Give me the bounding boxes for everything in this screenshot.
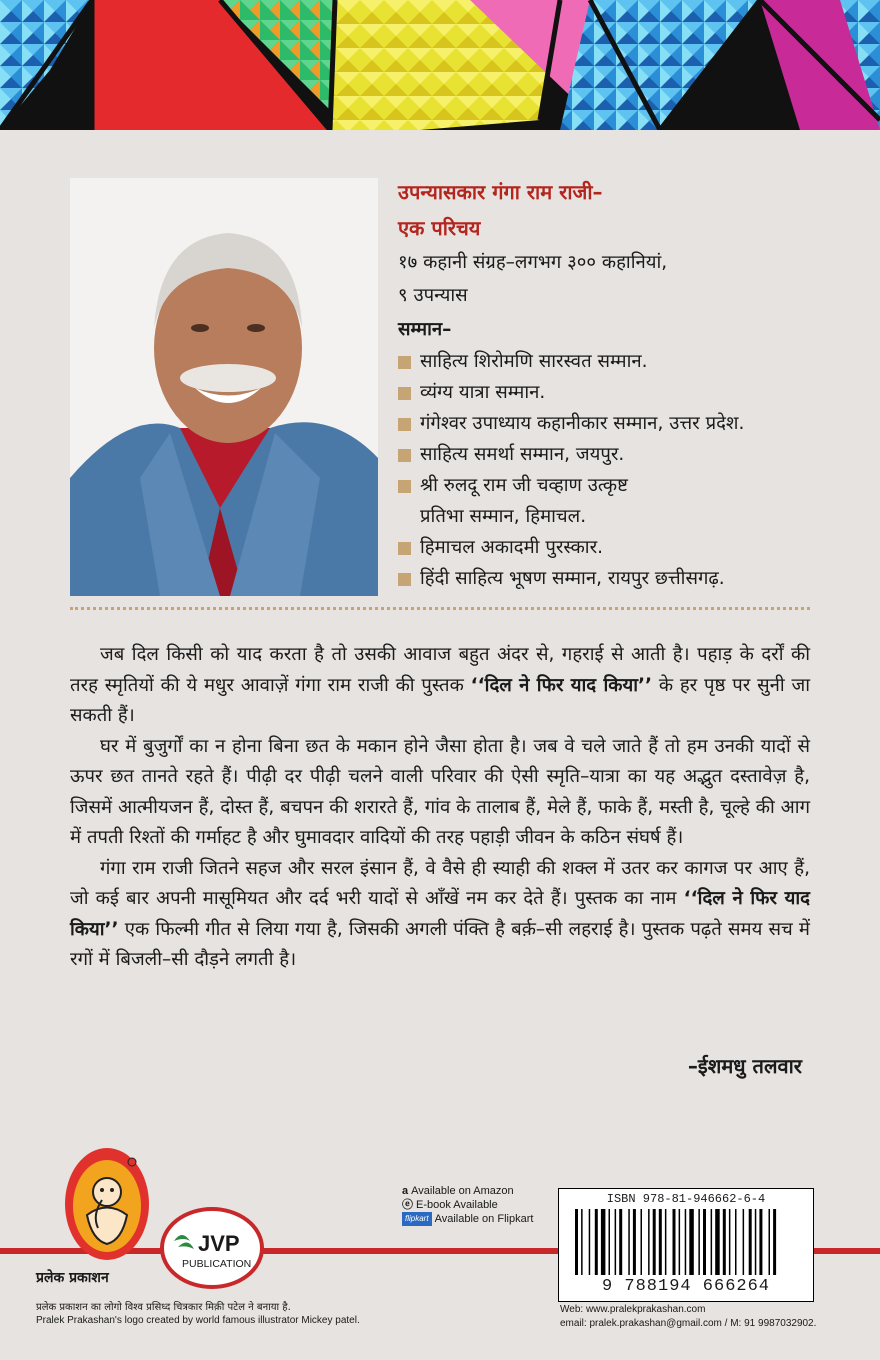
honor-item [398,563,858,594]
dotted-divider [70,607,810,610]
honor-text: व्यंग्य यात्रा सम्मान. [420,382,546,403]
honor-text: साहित्य शिरोमणि सारस्वत सम्मान. [420,351,648,372]
bio-title-line2: एक परिचय [398,216,481,240]
blurb-signature: –ईशमधु तलवार [687,1054,802,1078]
isbn-barcode [558,1188,814,1302]
honor-item [398,532,858,563]
top-geometric-banner [0,0,880,130]
bio-stats-line2: ९ उपन्यास [398,285,468,306]
availability-list [402,1184,533,1226]
honors-heading: सम्मान– [398,319,452,340]
pralek-prakashan-logo [62,1140,152,1262]
blurb-text: एक फिल्मी गीत से लिया गया है, जिसकी अगली पंक्ति है बर्क़–सी लहराई है। पुस्तक पढ़ते समय सच में रगों में बिजली–सी दौड़ने लगती है। [70,918,810,970]
honor-item [398,408,858,439]
blurb-paragraph-3 [70,854,810,976]
square-bullet-icon [398,480,411,493]
ebook-text: E-book Available [416,1199,498,1211]
barcode-digits: 9 788194 666264 [601,1277,771,1296]
honor-text-continued: प्रतिभा सम्मान, हिमाचल. [420,506,587,527]
logo-credit [36,1301,360,1327]
square-bullet-icon [398,356,411,369]
honor-item [398,377,858,408]
blurb-text: के हर पृष्ठ पर सुनी जा सकती हैं। [70,674,810,726]
square-bullet-icon [398,573,411,586]
publisher-email-phone: email: pralek.prakashan@gmail.com / M: 91 9987032902. [560,1318,817,1329]
honor-item [398,439,858,470]
book-title-quote: ‘‘दिल ने फिर याद किया’’ [70,888,810,940]
bio-title-line1: उपन्यासकार गंगा राम राजी– [398,180,603,204]
blurb-text: जब दिल किसी को याद करता है तो उसकी आवाज बहुत अंदर से, गहराई से आती है। पहाड़ के दर्रों की तरह स्मृतियों की ये मधुर आवाज़ें गंगा राम राजी की पुस्तक [70,644,810,696]
isbn-label: ISBN 978-81-946662-6-4 [606,1192,766,1206]
honor-text: साहित्य समर्था सम्मान, जयपुर. [420,444,625,465]
publisher-website: Web: www.pralekprakashan.com [560,1304,706,1315]
honor-text: हिंदी साहित्य भूषण सम्मान, रायपुर छत्तीसगढ़. [420,568,725,589]
blurb-paragraph-1 [70,640,810,732]
flipkart-text: Available on Flipkart [434,1213,534,1225]
ebook-icon: ⓔ [402,1199,413,1211]
amazon-icon: a [402,1185,409,1197]
jvp-publication-logo [160,1207,264,1289]
logo-credit-english: Pralek Prakashan's logo created by world famous illustrator Mickey patel. [36,1315,360,1326]
square-bullet-icon [398,542,411,555]
ebook-availability [402,1198,533,1212]
blurb-text: गंगा राम राजी जितने सहज और सरल इंसान हैं, वे वैसे ही स्याही की शक्ल में उतर कर कागज पर आए हैं, जो कई बार अपनी मासूमियत और दर्द भरी यादों से आँखें नम कर देते हैं। पुस्तक का नाम [70,857,810,909]
square-bullet-icon [398,449,411,462]
book-title-quote: ‘‘दिल ने फिर याद किया’’ [470,674,653,696]
flipkart-icon: flipkart [402,1212,432,1226]
square-bullet-icon [398,387,411,400]
author-bio [398,174,858,594]
pralek-prakashan-name: प्रलेक प्रकाशन [36,1270,109,1286]
honor-text: हिमाचल अकादमी पुरस्कार. [420,537,604,558]
square-bullet-icon [398,418,411,431]
honors-list [398,346,858,594]
author-photo [70,178,378,596]
book-blurb [70,640,810,976]
honor-text: श्री रुलदू राम जी चव्हाण उत्कृष्ट [420,475,628,496]
honor-text: गंगेश्वर उपाध्याय कहानीकार सम्मान, उत्तर प्रदेश. [420,413,745,434]
honor-item [398,470,858,532]
flipkart-availability [402,1212,533,1226]
blurb-paragraph-2: घर में बुजुर्गों का न होना बिना छत के मकान होने जैसा होता है। जब वे चले जाते हैं तो हम उनकी यादों से ऊपर छत तानते रहते हैं। पीढ़ी दर पीढ़ी चलने वाली परिवार की ऐसी स्मृति–यात्रा का यह अद्भुत दस्तावेज़ है, जिसमें आत्मीयजन हैं, दोस्त हैं, बचपन की शरारते हैं, गांव के तालाब हैं, मेले हैं, फाके हैं, मस्ती है, चूल्हे की आग में तपती रिश्तों की गर्माहट है और घुमावदार वादियों की तरह पहाड़ी जीवन के कठिन संघर्ष हैं। [70,735,810,848]
publisher-contact [560,1303,816,1331]
amazon-text: Available on Amazon [411,1185,514,1197]
honor-item [398,346,858,377]
jvp-text: JVP [198,1231,240,1256]
jvp-sub-text: PUBLICATION [182,1258,252,1270]
amazon-availability [402,1184,533,1198]
bio-stats-line1: १७ कहानी संग्रह–लगभग ३०० कहानियां, [398,252,668,273]
barcode-bars [573,1209,799,1275]
logo-credit-hindi: प्रलेक प्रकाशन का लोगो विश्व प्रसिध्द चित्रकार मिक़ी पटेल ने बनाया है. [36,1302,291,1313]
